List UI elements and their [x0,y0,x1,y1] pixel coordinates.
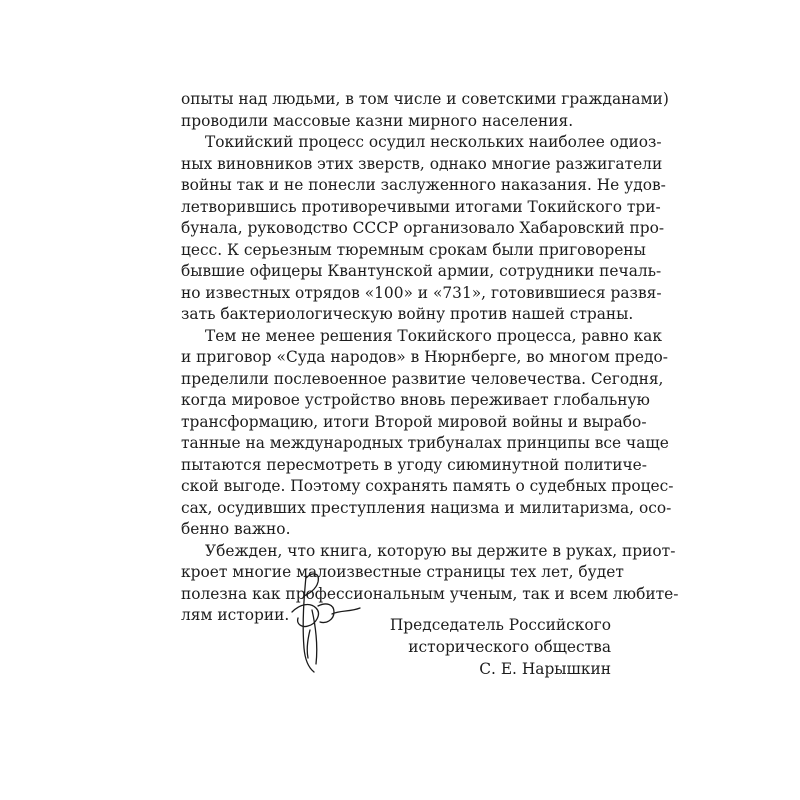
text-line: пытаются пересмотреть в угоду сиюминутной политиче- [181,455,647,474]
text-line: цесс. К серьезным тюремным срокам были приговорены [181,240,646,259]
text-line: зать бактериологическую войну против нашей страны. [181,305,634,323]
text-line: полезна как профессиональным ученым, так и всем любите- [181,584,679,603]
text-line: и приговор «Суда народов» в Нюрнберге, во многом предо- [181,348,668,366]
signature-caption [390,614,611,680]
text-line: летворившись противоречивыми итогами Токийского три- [181,197,661,216]
paragraph-3 [181,326,674,541]
text-line: ской выгоде. Поэтому сохранять память о судебных процес- [181,477,674,495]
text-line: Тем не менее решения Токийского процесса, равно как [205,326,662,345]
text-line: лям истории. [181,606,290,624]
text-line: кроет многие малоизвестные страницы тех лет, будет [181,563,624,581]
text-line: войны так и не понесли заслуженного наказания. Не удов- [181,176,666,194]
signatory-name: С. Е. Нарышкин [479,660,611,678]
text-line: Убежден, что книга, которую вы держите в руках, приот- [205,541,676,560]
text-line: танные на международных трибуналах принципы все чаще [181,434,669,452]
text-line: бунала, руководство СССР организовало Хабаровский про- [181,219,665,237]
signatory-organization: исторического общества [408,638,611,656]
text-line: опыты над людьми, в том числе и советскими гражданами) [181,90,669,108]
text-line: ных виновников этих зверств, однако многие разжигатели [181,154,663,173]
text-line: пределили послевоенное развитие человечества. Сегодня, [181,369,664,388]
text-line: бывшие офицеры Квантунской армии, сотрудники печаль- [181,262,662,280]
signatory-position: Председатель Российского [389,616,611,634]
text-line: когда мировое устройство вновь переживает глобальную [181,391,650,409]
text-line: сах, осудивших преступления нацизма и милитаризма, осо- [181,498,672,517]
text-line: но известных отрядов «100» и «731», готовившиеся развя- [181,283,662,302]
text-line: Токийский процесс осудил нескольких наиболее одиоз- [205,133,662,151]
body-text [181,89,679,627]
paragraph-1 [181,89,669,132]
text-line: бенно важно. [181,520,291,538]
text-line: проводили массовые казни мирного населения. [181,111,574,130]
text-line: трансформацию, итоги Второй мировой войны и вырабо- [181,412,647,431]
handwritten-signature [282,568,362,678]
paragraph-2 [181,132,666,326]
